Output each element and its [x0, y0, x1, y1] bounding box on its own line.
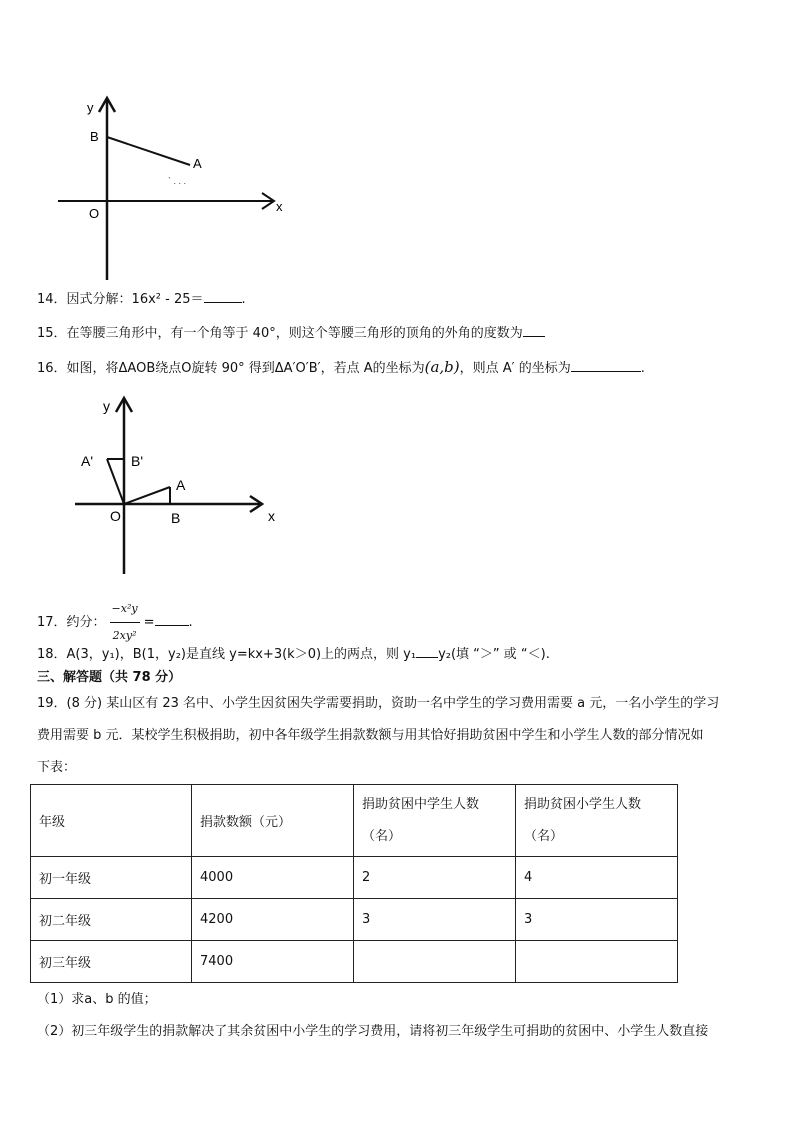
question-19-line-3: 下表： — [37, 760, 77, 775]
figure-2-segment-oa-prime — [107, 459, 124, 504]
figure-2-point-a-prime-label: A' — [81, 453, 94, 469]
table-row — [31, 899, 678, 941]
table-cell-primary-school: 4 — [516, 857, 678, 899]
question-16-answer-blank — [571, 358, 641, 372]
table-cell-middle-school: 2 — [354, 857, 516, 899]
question-14-tail: . — [241, 292, 246, 307]
table-header-middle-school — [354, 785, 516, 857]
figure-1-point-a-label: A — [193, 156, 202, 171]
figure-1-y-label: y — [87, 100, 94, 115]
table-header-primary-school-unit: （名） — [524, 828, 564, 844]
table-header-middle-school-unit: （名） — [362, 828, 402, 844]
figure-1-point-b-label: B — [90, 129, 99, 144]
question-19-line-2: 费用需要 b 元．某校学生积极捐助，初中各年级学生捐款数额与用其恰好捐助贫困中学生和小学生人数的部分情况如 — [37, 728, 704, 743]
table-cell-grade: 初二年级 — [31, 899, 192, 941]
question-18 — [37, 644, 550, 665]
table-header-grade: 年级 — [31, 785, 192, 857]
question-17-answer-blank — [155, 612, 189, 626]
table-cell-amount: 7400 — [192, 941, 354, 983]
table-row — [31, 941, 678, 983]
question-18-answer-blank — [416, 644, 438, 658]
table-header-primary-school-label: 捐助贫困小学生人数 — [524, 796, 642, 812]
figure-2-point-b-prime-label: B' — [131, 453, 144, 469]
table-cell-primary-school: 3 — [516, 899, 678, 941]
figure-2-point-b-label: B — [171, 510, 181, 526]
question-14 — [37, 289, 246, 310]
question-14-answer-blank — [204, 289, 242, 303]
question-16-tail: . — [640, 361, 645, 376]
question-18-mid: y₂(填 “＞” 或 “＜). — [438, 647, 550, 662]
figure-2-point-a-label: A — [176, 477, 186, 493]
question-19-part-1: （1）求a、b 的值； — [37, 992, 157, 1007]
question-17-denominator: 2xy² — [112, 629, 137, 642]
question-14-text: 14．因式分解：16x² - 25＝ — [37, 292, 204, 307]
question-15 — [37, 323, 545, 344]
figure-2-origin-label: O — [110, 508, 121, 524]
question-19-line-1: 19．(8 分) 某山区有 23 名中、小学生因贫困失学需要捐助，资助一名中学生的学习费用需要 a 元，一名小学生的学习 — [37, 696, 720, 711]
table-cell-middle-school: 3 — [354, 899, 516, 941]
question-15-text: 15．在等腰三角形中，有一个角等于 40°，则这个等腰三角形的顶角的外角的度数为 — [37, 326, 523, 341]
figure-2-x-label: x — [268, 508, 275, 524]
figure-1-dots: ` . . . — [168, 176, 186, 186]
table-header-middle-school-label: 捐助贫困中学生人数 — [362, 796, 480, 812]
table-cell-amount: 4200 — [192, 899, 354, 941]
figure-1-coordinate-plot — [50, 90, 300, 285]
figure-1-x-label: x — [276, 199, 283, 214]
question-17-equals: = — [143, 615, 155, 630]
donation-table — [30, 784, 678, 983]
section-3-heading: 三、解答题（共 78 分） — [37, 670, 182, 685]
question-19-part-2: （2）初三年级学生的捐款解决了其余贫困中小学生的学习费用，请将初三年级学生可捐助的贫困中、小学生人数直接 — [37, 1024, 709, 1039]
question-17-tail: . — [188, 615, 193, 630]
question-17-numerator: −x²y — [110, 596, 140, 623]
question-16 — [37, 357, 645, 379]
figure-2-rotation-diagram — [70, 392, 290, 582]
figure-1-origin-label: O — [89, 206, 100, 221]
figure-2-y-label: y — [103, 398, 110, 414]
table-header-primary-school — [516, 785, 678, 857]
question-18-text: 18．A(3，y₁)，B(1，y₂)是直线 y=kx+3(k＞0)上的两点，则 y₁ — [37, 647, 417, 662]
table-cell-grade: 初一年级 — [31, 857, 192, 899]
table-row — [31, 857, 678, 899]
table-header-amount: 捐款数额（元） — [192, 785, 354, 857]
question-16-text: 16．如图，将ΔAOB绕点O旋转 90° 得到ΔA′O′B′，若点 A的坐标为 — [37, 361, 425, 376]
figure-2-segment-oa — [124, 487, 170, 504]
table-cell-amount: 4000 — [192, 857, 354, 899]
question-16-mid: ，则点 A′ 的坐标为 — [459, 361, 571, 376]
question-17 — [37, 596, 193, 649]
question-15-answer-blank — [523, 323, 545, 337]
question-17-fraction — [110, 596, 140, 649]
table-header-row — [31, 785, 678, 857]
figure-1-segment-ba — [107, 137, 190, 165]
question-16-coordinate: (a,b) — [424, 358, 460, 376]
question-17-label: 17．约分： — [37, 615, 106, 630]
table-cell-primary-school — [516, 941, 678, 983]
table-cell-middle-school — [354, 941, 516, 983]
table-cell-grade: 初三年级 — [31, 941, 192, 983]
